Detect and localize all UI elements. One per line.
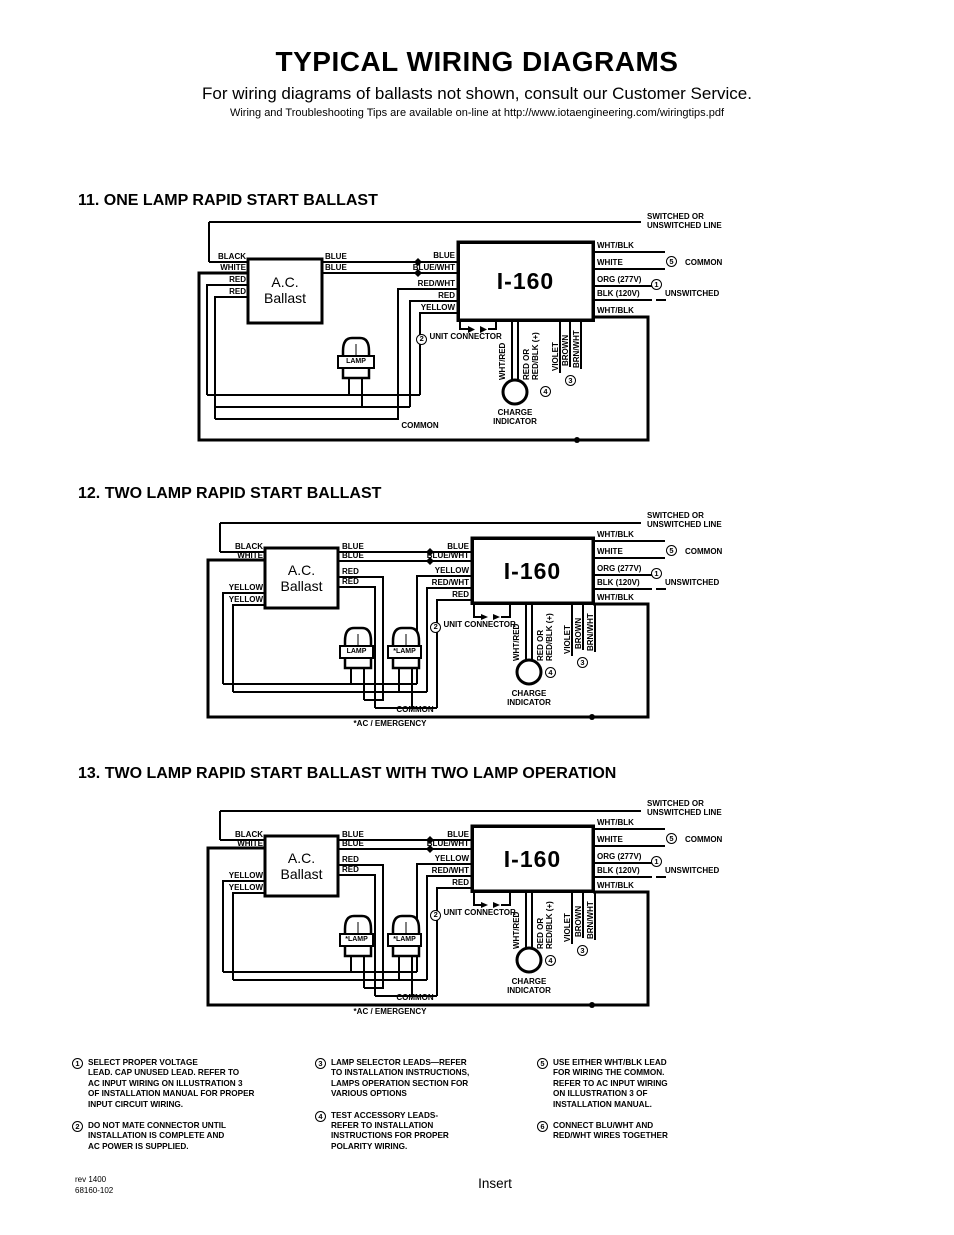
wire-label: ORG (277V) xyxy=(597,275,642,284)
lamp-label: *LAMP xyxy=(387,933,422,947)
wire-label-vertical: BROWN xyxy=(574,617,583,649)
switched-line-label: SWITCHED OR UNSWITCHED LINE xyxy=(647,212,722,230)
unit-connector-label: 2 UNIT CONNECTOR xyxy=(429,908,517,921)
note-2-marker: 2 xyxy=(430,910,441,921)
wire-label: RED xyxy=(229,275,246,284)
note-1-marker: 1 xyxy=(651,856,662,867)
wire-label: WHT/BLK xyxy=(597,881,634,890)
diagram-12-heading: 12. TWO LAMP RAPID START BALLAST xyxy=(78,485,382,502)
note-1-marker: 1 xyxy=(651,568,662,579)
wire-label: RED xyxy=(452,590,469,599)
footnote-5-marker: 5 xyxy=(537,1058,548,1069)
inverter-unit-label: I-160 xyxy=(503,846,562,872)
wire-label-vertical: VIOLET xyxy=(563,913,572,942)
wire-label: RED xyxy=(342,865,359,874)
wire-label-vertical: BRN/WHT xyxy=(586,613,595,651)
ballast-box-label: A.C. Ballast xyxy=(263,274,307,306)
wiring-tips-note: Wiring and Troubleshooting Tips are available on-line at http://www.iotaengineering.com/wiringtips.pdf xyxy=(229,107,725,119)
unit-connector-label: 2 UNIT CONNECTOR xyxy=(415,332,503,345)
charge-indicator-label: CHARGE INDICATOR xyxy=(507,977,551,995)
note-5-marker: 5 xyxy=(666,833,677,844)
inverter-unit-label: I-160 xyxy=(496,268,555,294)
diagram-13-heading: 13. TWO LAMP RAPID START BALLAST WITH TWO LAMP OPERATION xyxy=(78,765,617,782)
wire-label: RED xyxy=(342,567,359,576)
common-wire-label: COMMON xyxy=(401,421,439,430)
diagram-11-heading: 11. ONE LAMP RAPID START BALLAST xyxy=(78,192,378,209)
wire-label: RED/WHT xyxy=(431,866,469,875)
note-5-marker: 5 xyxy=(666,256,677,267)
footnotes-column-3 xyxy=(537,1058,747,1153)
wire-label-vertical: WHT/RED xyxy=(512,911,521,949)
unswitched-label: UNSWITCHED xyxy=(665,866,720,875)
wire-label: RED/WHT xyxy=(417,279,455,288)
wire-label: BLACK xyxy=(235,542,263,551)
note-2-marker: 2 xyxy=(416,334,427,345)
footnote-2 xyxy=(72,1121,322,1152)
wire-label: ORG (277V) xyxy=(597,852,642,861)
wire-label: RED xyxy=(452,878,469,887)
footnote-2-text: DO NOT MATE CONNECTOR UNTIL INSTALLATION IS COMPLETE AND AC POWER IS SUPPLIED. xyxy=(88,1121,226,1151)
footnote-3 xyxy=(315,1058,530,1100)
footnote-6-marker: 6 xyxy=(537,1121,548,1132)
diagram-12 xyxy=(0,500,954,740)
note-3-marker: 3 xyxy=(565,375,576,386)
wire-label: BLUE/WHT xyxy=(426,551,469,560)
wire-label: BLK (120V) xyxy=(597,578,640,587)
common-label: COMMON xyxy=(685,258,723,267)
switched-line-label: SWITCHED OR UNSWITCHED LINE xyxy=(647,511,722,529)
unit-connector-label: 2 UNIT CONNECTOR xyxy=(429,620,517,633)
wire-label: BLK (120V) xyxy=(597,866,640,875)
wire-label: BLUE/WHT xyxy=(412,263,455,272)
footnote-5 xyxy=(537,1058,747,1110)
page-title: TYPICAL WIRING DIAGRAMS xyxy=(275,46,679,77)
wire-label: WHT/BLK xyxy=(597,593,634,602)
common-wire-label: COMMON xyxy=(396,705,434,714)
note-1-marker: 1 xyxy=(651,279,662,290)
wire-label-vertical: WHT/RED xyxy=(512,623,521,661)
wire-label: BLUE xyxy=(447,830,469,839)
wire-label: BLUE xyxy=(447,542,469,551)
diagram-11 xyxy=(0,205,954,450)
note-3-marker: 3 xyxy=(577,657,588,668)
lamp-label: *LAMP xyxy=(339,933,374,947)
charge-indicator-label: CHARGE INDICATOR xyxy=(507,689,551,707)
wire-label: BLUE xyxy=(342,542,364,551)
footnote-3-text: LAMP SELECTOR LEADS—REFER TO INSTALLATION INSTRUCTIONS, LAMPS OPERATION SECTION FOR VARIOUS OPTIONS xyxy=(331,1058,470,1099)
wire-label: BLUE xyxy=(342,839,364,848)
wire-label: WHT/BLK xyxy=(597,530,634,539)
unswitched-label: UNSWITCHED xyxy=(665,289,720,298)
wire-label: WHT/BLK xyxy=(597,818,634,827)
wire-label-vertical: VIOLET xyxy=(563,625,572,654)
footnotes-column-2 xyxy=(315,1058,530,1163)
wire-label: BLK (120V) xyxy=(597,289,640,298)
common-label: COMMON xyxy=(685,547,723,556)
wire-label: BLUE xyxy=(342,830,364,839)
footnote-2-marker: 2 xyxy=(72,1121,83,1132)
note-4-marker: 4 xyxy=(540,386,551,397)
wire-label: BLUE xyxy=(325,252,347,261)
diagram-13 xyxy=(0,788,954,1028)
wire-label: RED xyxy=(342,577,359,586)
wire-label: YELLOW xyxy=(228,595,263,604)
wire-label: BLUE xyxy=(325,263,347,272)
wire-label: YELLOW xyxy=(228,583,263,592)
note-4-marker: 4 xyxy=(545,955,556,966)
wire-label: BLACK xyxy=(218,252,246,261)
insert-label: Insert xyxy=(478,1176,512,1191)
footnote-6-text: CONNECT BLU/WHT AND RED/WHT WIRES TOGETHER xyxy=(553,1121,668,1141)
lamp-label: LAMP xyxy=(339,645,374,659)
wire-label: RED/WHT xyxy=(431,578,469,587)
wire-label: YELLOW xyxy=(434,566,469,575)
note-5-marker: 5 xyxy=(666,545,677,556)
lamp-label: LAMP xyxy=(337,355,375,369)
lamp-label: *LAMP xyxy=(387,645,422,659)
wire-label: WHITE xyxy=(597,258,623,267)
wire-label: YELLOW xyxy=(420,303,455,312)
wire-label: WHITE xyxy=(597,547,623,556)
note-2-marker: 2 xyxy=(430,622,441,633)
wire-label-vertical: WHT/RED xyxy=(498,342,507,380)
wire-label: BLACK xyxy=(235,830,263,839)
charge-indicator-label: CHARGE INDICATOR xyxy=(493,408,537,426)
ac-emergency-label: *AC / EMERGENCY xyxy=(353,719,427,728)
wire-label-vertical: BRN/WHT xyxy=(572,330,581,368)
wire-label: RED xyxy=(342,855,359,864)
footnote-1-text: SELECT PROPER VOLTAGE LEAD. CAP UNUSED LEAD. REFER TO AC INPUT WIRING ON ILLUSTRATION 3 OF INSTALLATION MANUAL FOR PROPER INPUT CIRCUIT WIRING. xyxy=(88,1058,255,1109)
page-subtitle: For wiring diagrams of ballasts not shown, consult our Customer Service. xyxy=(202,84,752,103)
wire-label: WHT/BLK xyxy=(597,241,634,250)
wire-label-vertical: VIOLET xyxy=(551,342,560,371)
wire-label-vertical: BROWN xyxy=(574,905,583,937)
footnote-6 xyxy=(537,1121,747,1142)
wire-label: RED xyxy=(438,291,455,300)
footnotes-column-1 xyxy=(72,1058,322,1163)
wire-label-vertical: RED OR RED/BLK (+) xyxy=(522,332,540,380)
wire-label: WHT/BLK xyxy=(597,306,634,315)
wire-label-vertical: RED OR RED/BLK (+) xyxy=(536,901,554,949)
footnote-3-marker: 3 xyxy=(315,1058,326,1069)
note-3-marker: 3 xyxy=(577,945,588,956)
footnote-5-text: USE EITHER WHT/BLK LEAD FOR WIRING THE COMMON. REFER TO AC INPUT WIRING ON ILLUSTRATION 3 OF INSTALLATION MANUAL. xyxy=(553,1058,668,1109)
wire-label-vertical: RED OR RED/BLK (+) xyxy=(536,613,554,661)
wire-label: YELLOW xyxy=(228,883,263,892)
switched-line-label: SWITCHED OR UNSWITCHED LINE xyxy=(647,799,722,817)
wire-label: YELLOW xyxy=(228,871,263,880)
ballast-box-label: A.C. Ballast xyxy=(280,562,323,594)
footnote-4-text: TEST ACCESSORY LEADS- REFER TO INSTALLATION INSTRUCTIONS FOR PROPER POLARITY WIRING. xyxy=(331,1110,449,1151)
inverter-unit-label: I-160 xyxy=(503,558,562,584)
note-4-marker: 4 xyxy=(545,667,556,678)
wire-label: BLUE xyxy=(342,551,364,560)
revision-label: rev 1400 68160-102 xyxy=(75,1175,114,1195)
wire-label-vertical: BRN/WHT xyxy=(586,901,595,939)
unswitched-label: UNSWITCHED xyxy=(665,578,720,587)
ballast-box-label: A.C. Ballast xyxy=(280,850,323,882)
wire-label: BLUE xyxy=(433,251,455,260)
common-wire-label: COMMON xyxy=(396,993,434,1002)
wire-label: RED xyxy=(229,287,246,296)
wire-label: WHITE xyxy=(237,839,263,848)
wire-label: WHITE xyxy=(597,835,623,844)
wire-label: WHITE xyxy=(237,551,263,560)
wire-label: BLUE/WHT xyxy=(426,839,469,848)
footnote-4 xyxy=(315,1111,530,1153)
wire-label: WHITE xyxy=(220,263,246,272)
ac-emergency-label: *AC / EMERGENCY xyxy=(353,1007,427,1016)
wire-label-vertical: BROWN xyxy=(561,334,570,366)
footnote-4-marker: 4 xyxy=(315,1111,326,1122)
common-label: COMMON xyxy=(685,835,723,844)
footnote-1-marker: 1 xyxy=(72,1058,83,1069)
wire-label: ORG (277V) xyxy=(597,564,642,573)
footnote-1 xyxy=(72,1058,322,1110)
wire-label: YELLOW xyxy=(434,854,469,863)
